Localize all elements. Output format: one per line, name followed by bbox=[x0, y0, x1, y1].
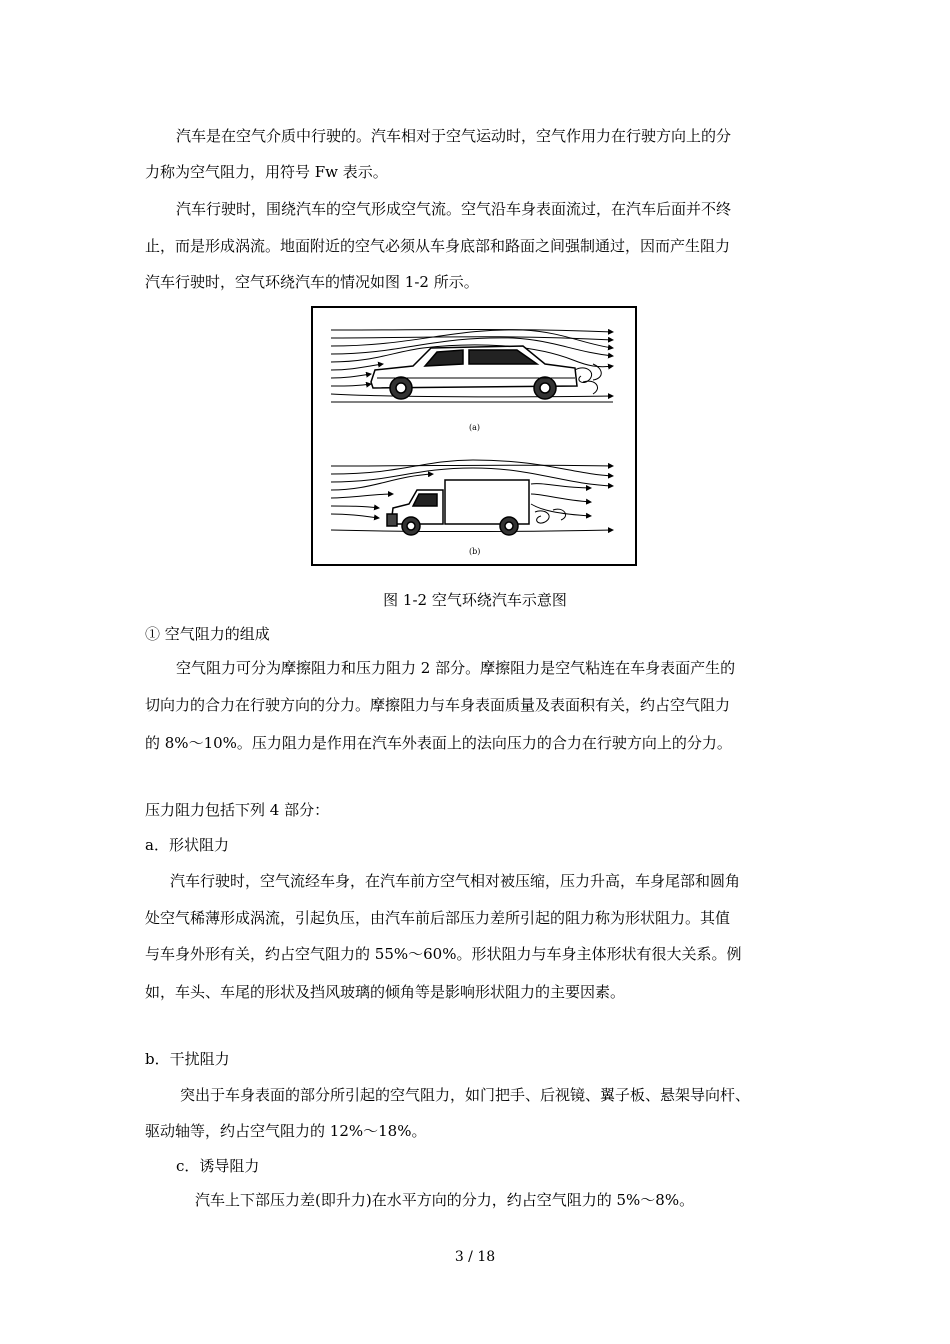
induced-drag-line-1: 汽车上下部压力差(即升力)在水平方向的分力，约占空气阻力的 5%～8%。 bbox=[195, 1191, 695, 1209]
induced-drag-heading: c．诱导阻力 bbox=[176, 1157, 260, 1175]
truck-icon bbox=[387, 480, 529, 535]
section-heading: ① 空气阻力的组成 bbox=[145, 625, 270, 643]
figure-label-a: (a) bbox=[469, 423, 481, 432]
paragraph-2-line-3: 汽车行驶时，空气环绕汽车的情况如图 1-2 所示。 bbox=[145, 273, 479, 291]
interference-drag-line-1: 突出于车身表面的部分所引起的空气阻力，如门把手、后视镜、翼子板、悬架导向杆、 bbox=[180, 1086, 751, 1104]
shape-drag-line-4: 如，车头、车尾的形状及挡风玻璃的倾角等是影响形状阻力的主要因素。 bbox=[145, 983, 626, 1001]
sedan-car-icon bbox=[371, 346, 577, 399]
paragraph-2-line-1: 汽车行驶时，围绕汽车的空气形成空气流。空气沿车身表面流过，在汽车后面并不终 bbox=[176, 200, 732, 218]
section-line-1: 空气阻力可分为摩擦阻力和压力阻力 2 部分。摩擦阻力是空气粘连在车身表面产生的 bbox=[176, 659, 736, 677]
shape-drag-line-1: 汽车行驶时，空气流经车身，在汽车前方空气相对被压缩，压力升高，车身尾部和圆角 bbox=[170, 872, 741, 890]
paragraph-1-line-1: 汽车是在空气介质中行驶的。汽车相对于空气运动时，空气作用力在行驶方向上的分 bbox=[176, 127, 732, 145]
figure-label-b: (b) bbox=[469, 547, 481, 556]
shape-drag-line-3: 与车身外形有关，约占空气阻力的 55%～60%。形状阻力与车身主体形状有很大关系。例 bbox=[145, 945, 742, 963]
interference-drag-heading: b．干扰阻力 bbox=[145, 1050, 230, 1068]
paragraph-2-line-2: 止，而是形成涡流。地面附近的空气必须从车身底部和路面之间强制通过，因而产生阻力 bbox=[145, 237, 731, 255]
airflow-figure bbox=[311, 306, 637, 566]
section-line-2: 切向力的合力在行驶方向的分力。摩擦阻力与车身表面质量及表面积有关，约占空气阻力 bbox=[145, 696, 731, 714]
interference-drag-line-2: 驱动轴等，约占空气阻力的 12%～18%。 bbox=[145, 1122, 427, 1140]
airflow-illustration bbox=[313, 308, 635, 564]
figure-caption: 图 1-2 空气环绕汽车示意图 bbox=[383, 591, 567, 609]
shape-drag-line-2: 处空气稀薄形成涡流，引起负压，由汽车前后部压力差所引起的阻力称为形状阻力。其值 bbox=[145, 909, 731, 927]
page-number: 3 / 18 bbox=[454, 1249, 496, 1265]
section-line-3: 的 8%～10%。压力阻力是作用在汽车外表面上的法向压力的合力在行驶方向上的分力。 bbox=[145, 734, 732, 752]
pressure-intro: 压力阻力包括下列 4 部分： bbox=[145, 801, 330, 819]
shape-drag-heading: a．形状阻力 bbox=[145, 836, 229, 854]
paragraph-1-line-2: 力称为空气阻力，用符号 Fw 表示。 bbox=[145, 163, 388, 181]
